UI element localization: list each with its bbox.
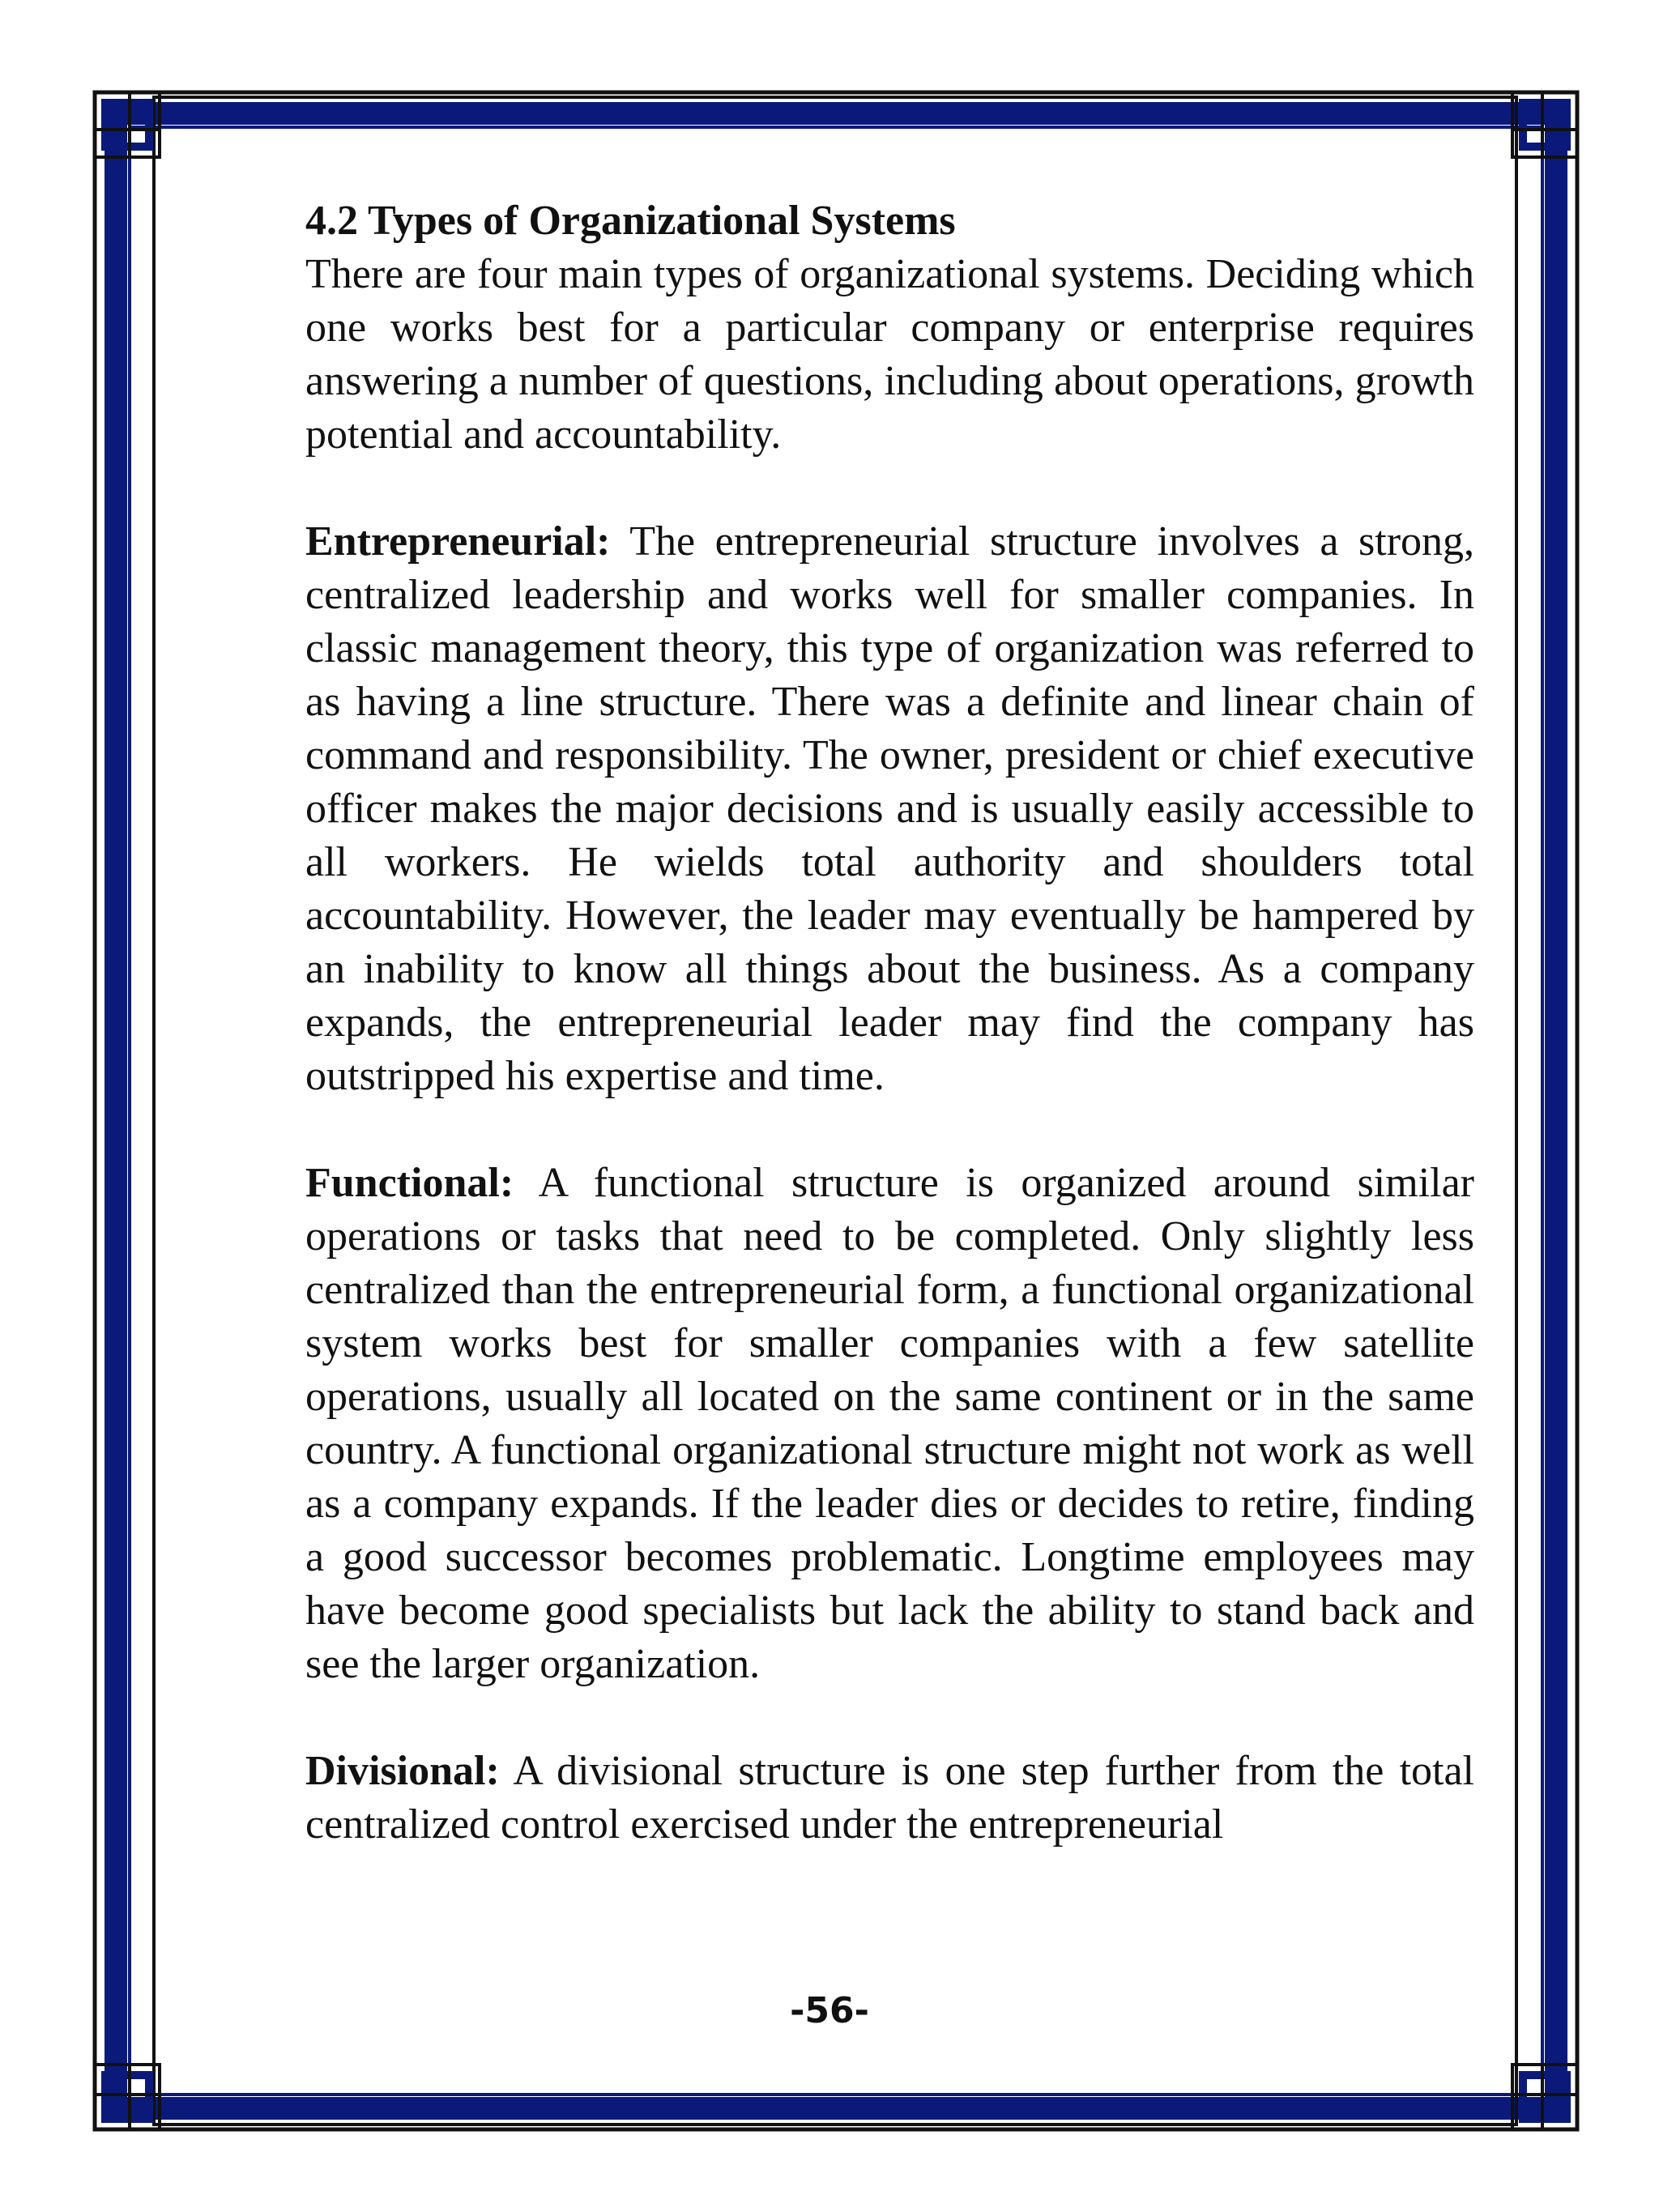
section-heading: 4.2 Types of Organizational Systems: [305, 198, 956, 244]
term-entrepreneurial: Entrepreneurial:: [305, 518, 611, 565]
page-number: -56-: [790, 1990, 869, 2031]
text-divisional: A divisional structure is one step further from the total centralized control exercised under the entrepreneurial: [305, 1748, 1474, 1848]
paragraph-functional: [305, 1157, 1474, 1691]
term-functional: Functional:: [305, 1160, 514, 1206]
paragraph-entrepreneurial: [305, 515, 1474, 1103]
text-entrepreneurial: The entrepreneurial structure involves a strong, centralized leadership and works well for smaller companies. In classic management theory, this type of organization was referred to as having a line structure. There was a definite and linear chain of command and responsibility. The owner, president or chief executive officer makes the major decisions and is usually easily accessible to all workers. He wields total authority and shoulders total accountability. However, the leader may eventually be hampered by an inability to know all things about the business. As a company expands, the entrepreneurial leader may find the company has outstripped his expertise and time.: [305, 518, 1475, 1099]
paragraph-divisional: [305, 1745, 1474, 1852]
intro-paragraph: There are four main types of organizational systems. Deciding which one works best for a particular company or enterprise requires answering a number of questions, including about operations, growth potential and accountability.: [305, 251, 1474, 458]
page-content: [305, 194, 1474, 1852]
text-functional: A functional structure is organized around similar operations or tasks that need to be completed. Only slightly less centralized than the entrepreneurial form, a functional organizational system works best for smaller companies with a few satellite operations, usually all located on the same continent or in the same country. A functional organizational structure might not work as well as a company expands. If the leader dies or decides to retire, finding a good successor becomes problematic. Longtime employees may have become good specialists but lack the ability to stand back and see the larger organization.: [305, 1160, 1474, 1687]
term-divisional: Divisional:: [305, 1748, 500, 1794]
